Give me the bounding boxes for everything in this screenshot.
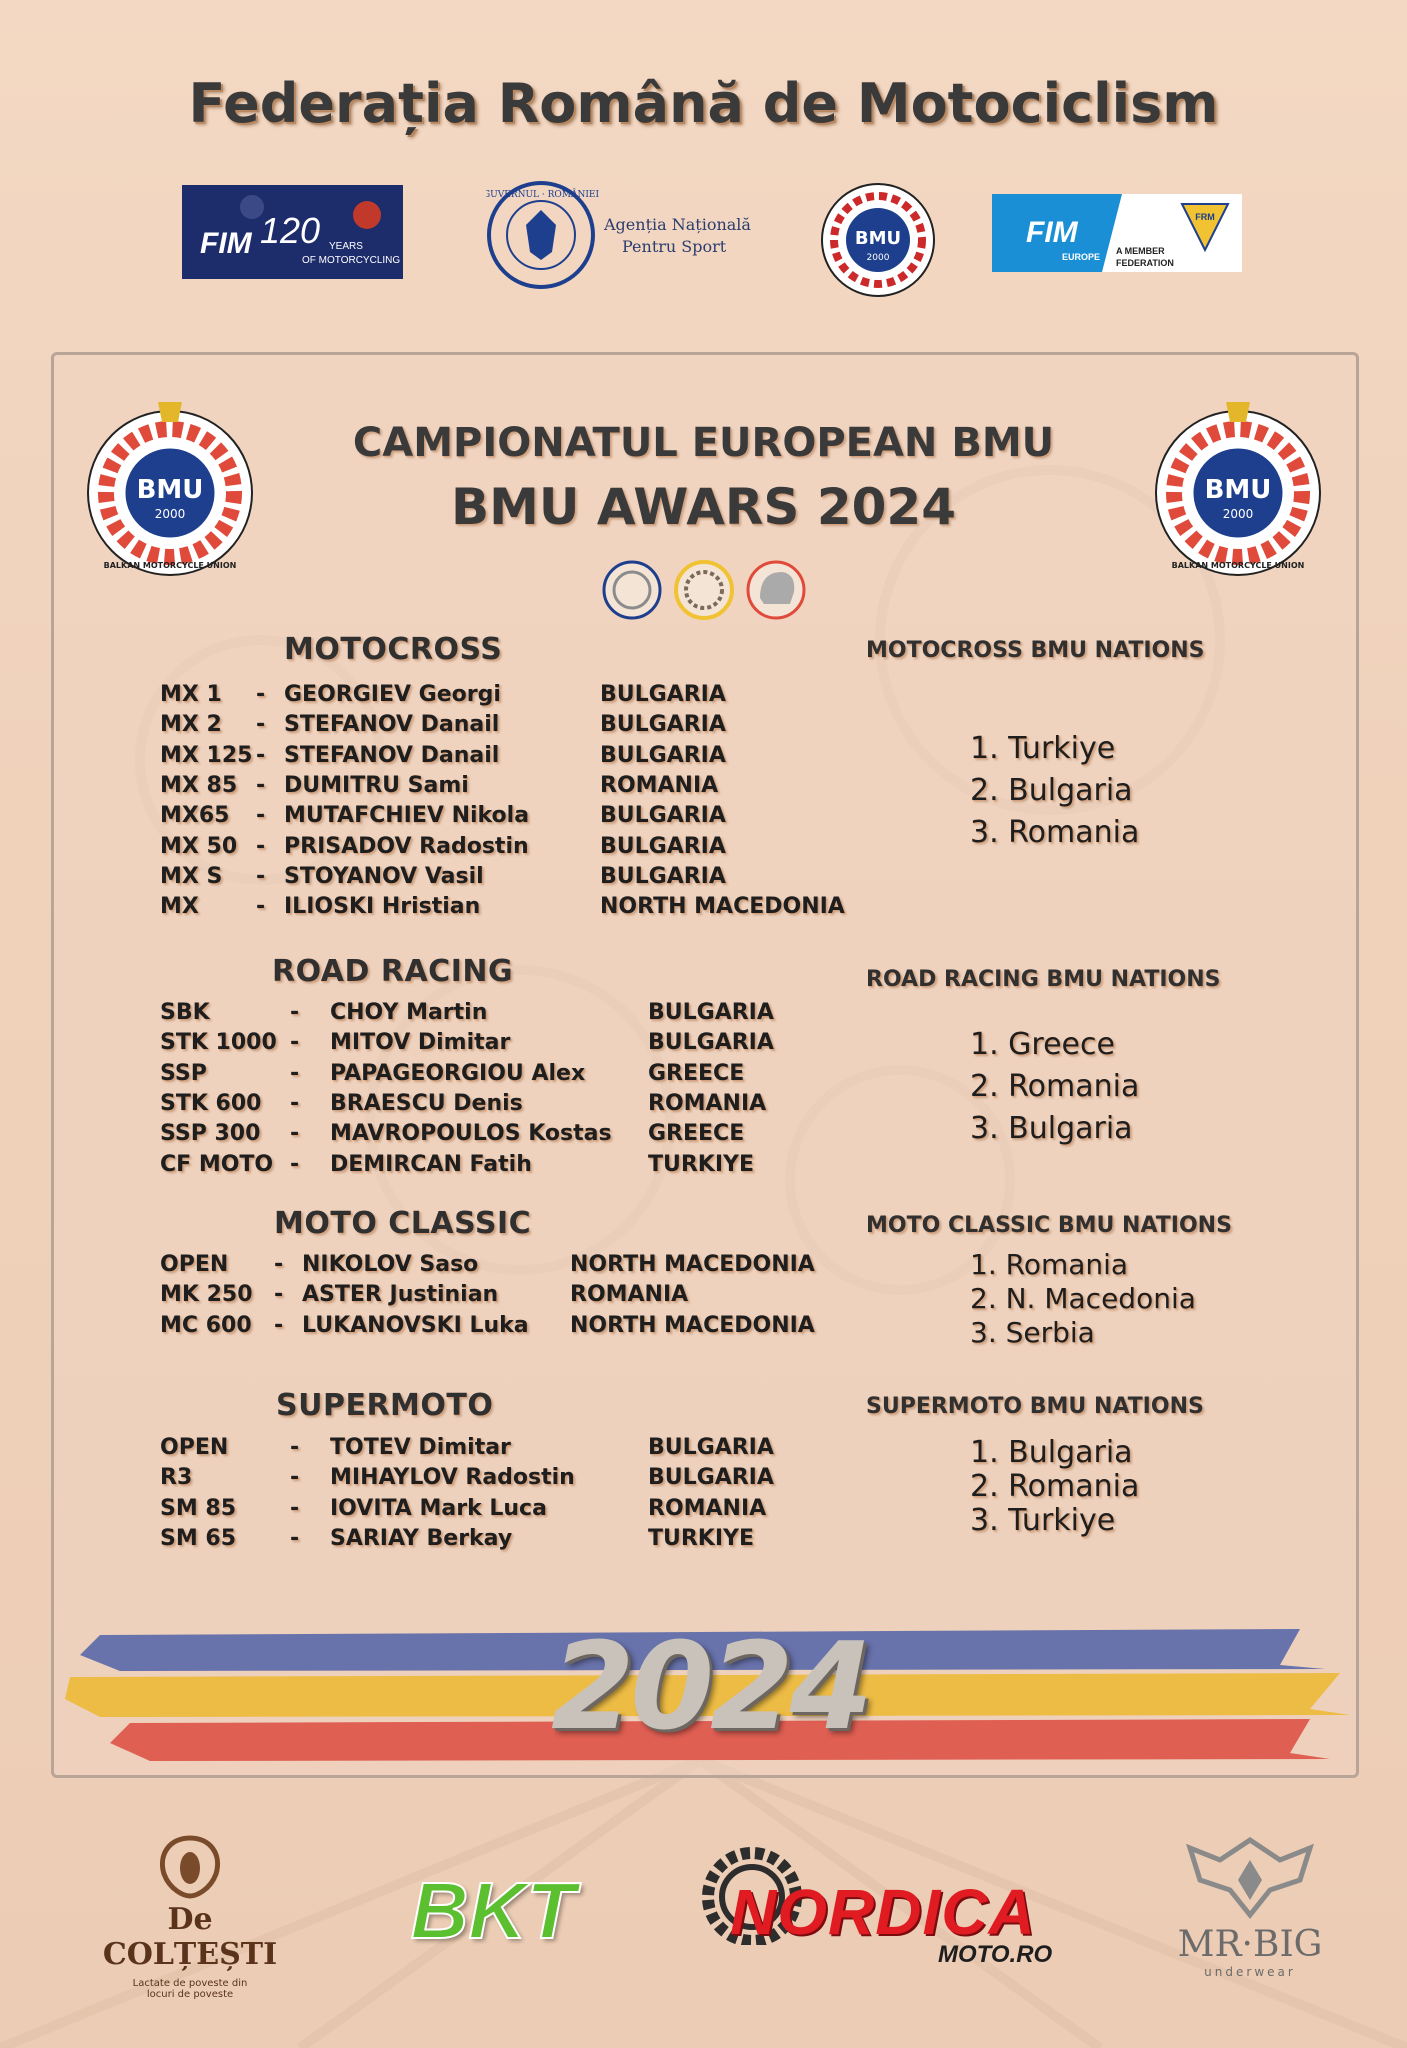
nation-rank-1: 1. Greece	[970, 1027, 1115, 1062]
svg-text:FRM: FRM	[1195, 212, 1215, 222]
motocross-nations-title: MOTOCROSS BMU NATIONS	[866, 638, 1205, 663]
table-row: SBK - CHOY Martin BULGARIA	[160, 1000, 774, 1026]
table-row: CF MOTO - DEMIRCAN Fatih TURKIYE	[160, 1151, 755, 1177]
table-row: OPEN - NIKOLOV Saso NORTH MACEDONIA	[160, 1252, 815, 1278]
moto-classic-table	[160, 1250, 815, 1341]
road-racing-nations-title: ROAD RACING BMU NATIONS	[866, 967, 1221, 992]
table-row: MX 125 - STEFANOV Danail BULGARIA	[160, 742, 726, 768]
sponsor-mr-big-name: MR·BIG	[1177, 1924, 1323, 1965]
svg-text:120: 120	[260, 210, 321, 251]
nation-rank-1: 1. Bulgaria	[970, 1435, 1133, 1470]
supermoto-title: SUPERMOTO	[276, 1388, 494, 1423]
table-row: STK 1000 - MITOV Dimitar BULGARIA	[160, 1030, 774, 1056]
motocross-title: MOTOCROSS	[284, 632, 503, 667]
svg-text:Agenția Națională: Agenția Națională	[604, 215, 751, 234]
road-racing-table	[160, 998, 774, 1180]
svg-text:2000: 2000	[1222, 507, 1254, 521]
sponsor-de-coltesti-tagline-1: Lactate de poveste din	[132, 1978, 248, 1989]
table-row: MX S - STOYANOV Vasil BULGARIA	[160, 863, 726, 889]
table-row: MX - ILIOSKI Hristian NORTH MACEDONIA	[160, 894, 845, 920]
road-racing-title: ROAD RACING	[272, 954, 514, 989]
sponsor-de-coltesti-name: De COLȚEȘTI	[102, 1902, 278, 1972]
nation-rank-3: 3. Turkiye	[970, 1503, 1116, 1538]
svg-text:GUVERNUL · ROMÂNIEI: GUVERNUL · ROMÂNIEI	[486, 190, 600, 200]
svg-text:BALKAN MOTORCYCLE UNION: BALKAN MOTORCYCLE UNION	[1171, 561, 1305, 570]
table-row: R3 - MIHAYLOV Radostin BULGARIA	[160, 1465, 774, 1491]
svg-text:FIM: FIM	[1026, 216, 1078, 249]
table-row: STK 600 - BRAESCU Denis ROMANIA	[160, 1091, 767, 1117]
event-title: CAMPIONATUL EUROPEAN BMU	[352, 420, 1055, 466]
sponsor-de-coltesti-tagline-2: locuri de poveste	[146, 1989, 234, 2000]
svg-text:FIM: FIM	[200, 227, 252, 260]
svg-text:A MEMBER: A MEMBER	[1116, 246, 1165, 256]
table-row: OPEN - TOTEV Dimitar BULGARIA	[160, 1435, 774, 1461]
table-row: MX 2 - STEFANOV Danail BULGARIA	[160, 712, 726, 738]
svg-text:Pentru Sport: Pentru Sport	[622, 237, 727, 256]
svg-text:2000: 2000	[866, 253, 890, 263]
supermoto-nations-title: SUPERMOTO BMU NATIONS	[866, 1394, 1204, 1419]
motocross-nations-list	[970, 728, 1139, 854]
nation-rank-1: 1. Turkiye	[970, 731, 1116, 766]
discipline-icons	[600, 558, 810, 622]
sponsor-bkt-name: BKT	[410, 1866, 576, 1955]
eagle-icon	[1150, 1830, 1350, 1920]
nation-rank-3: 3. Romania	[970, 815, 1140, 850]
svg-text:BMU: BMU	[1204, 475, 1272, 505]
bmu-logo-small	[820, 182, 936, 298]
moto-classic-nations-list	[970, 1248, 1196, 1350]
svg-text:BMU: BMU	[136, 475, 204, 505]
nation-rank-3: 3. Serbia	[970, 1316, 1095, 1349]
svg-text:YEARS: YEARS	[329, 241, 363, 252]
fim-europe-logo	[992, 194, 1242, 272]
svg-text:FEDERATION: FEDERATION	[1116, 258, 1174, 268]
table-row: MX 50 - PRISADOV Radostin BULGARIA	[160, 833, 726, 859]
table-row: MX 85 - DUMITRU Sami ROMANIA	[160, 773, 719, 799]
table-row: MX65 - MUTAFCHIEV Nikola BULGARIA	[160, 803, 726, 829]
nation-rank-2: 2. Romania	[970, 1469, 1140, 1504]
motocross-table	[160, 680, 845, 922]
moto-classic-title: MOTO CLASSIC	[274, 1206, 532, 1241]
table-row: SM 85 - IOVITA Mark Luca ROMANIA	[160, 1495, 767, 1521]
fim-120-logo	[182, 185, 403, 279]
table-row: SSP 300 - MAVROPOULOS Kostas GREECE	[160, 1121, 745, 1147]
federation-title: Federația Română de Motociclism	[188, 72, 1219, 135]
sponsor-mr-big	[1150, 1830, 1350, 2000]
svg-text:OF MOTORCYCLING: OF MOTORCYCLING	[302, 255, 401, 266]
wheel-icon	[604, 562, 660, 618]
nation-rank-3: 3. Bulgaria	[970, 1111, 1133, 1146]
table-row: MX 1 - GEORGIEV Georgi BULGARIA	[160, 682, 726, 708]
nation-rank-2: 2. Bulgaria	[970, 773, 1133, 808]
table-row: MK 250 - ASTER Justinian ROMANIA	[160, 1282, 689, 1308]
ans-logo	[486, 180, 786, 290]
nation-rank-2: 2. Romania	[970, 1069, 1140, 1104]
svg-text:BALKAN MOTORCYCLE UNION: BALKAN MOTORCYCLE UNION	[103, 561, 237, 570]
sponsor-de-coltesti	[100, 1830, 280, 2000]
supermoto-nations-list	[970, 1436, 1139, 1538]
svg-text:2000: 2000	[154, 507, 186, 521]
sponsor-nordica-sub: MOTO.RO	[938, 1941, 1053, 1968]
nation-rank-2: 2. N. Macedonia	[970, 1282, 1196, 1315]
sponsor-bkt	[378, 1866, 608, 1955]
svg-text:EUROPE: EUROPE	[1062, 252, 1101, 262]
year-2024: 2024	[551, 1618, 869, 1757]
road-racing-nations-list	[970, 1024, 1139, 1150]
table-row: MC 600 - LUKANOVSKI Luka NORTH MACEDONIA	[160, 1312, 815, 1338]
event-subtitle: BMU AWARS 2024	[450, 478, 956, 536]
supermoto-table	[160, 1433, 774, 1554]
sponsor-nordica	[700, 1845, 1120, 1968]
table-row: SM 65 - SARIAY Berkay TURKIYE	[160, 1526, 755, 1552]
moto-classic-nations-title: MOTO CLASSIC BMU NATIONS	[866, 1213, 1232, 1238]
nation-rank-1: 1. Romania	[970, 1248, 1129, 1281]
table-row: SSP - PAPAGEORGIOU Alex GREECE	[160, 1060, 745, 1086]
sponsor-mr-big-sub: underwear	[1204, 1965, 1296, 1979]
sponsor-nordica-name: NORDICA	[730, 1876, 1036, 1948]
svg-text:BMU: BMU	[854, 228, 902, 249]
